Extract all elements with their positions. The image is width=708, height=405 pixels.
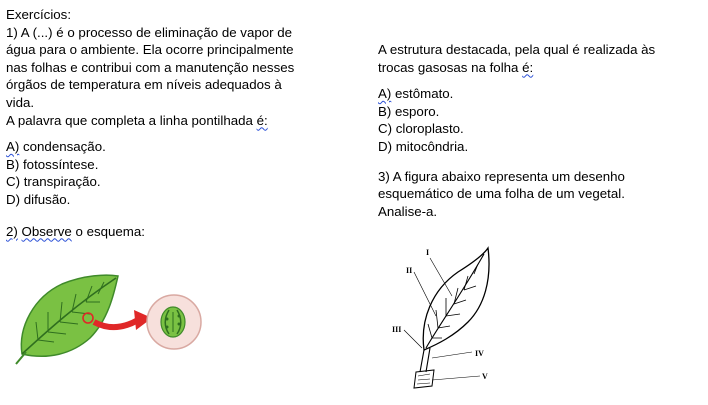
q1-option-d-text: difusão. (20, 191, 71, 207)
q1-prompt-word: é: (256, 112, 268, 128)
petiole (414, 348, 434, 388)
q1-line-5: vida. (6, 94, 35, 110)
label-III: III (392, 325, 402, 334)
q1-option-c (6, 173, 336, 191)
q2-option-a-text: estômato. (391, 86, 454, 102)
q1-option-c-letter: C) (6, 174, 21, 190)
q2-option-a (378, 85, 708, 103)
q2-title (6, 223, 336, 241)
label-V: V (482, 372, 488, 381)
q2-option-b (378, 103, 708, 121)
q2-option-c (378, 120, 708, 138)
leaf-shape (16, 275, 118, 364)
q1-option-d-letter: D) (6, 191, 21, 207)
q1-option-d (6, 191, 336, 209)
q2-option-c-letter: C) (378, 121, 393, 137)
q2-option-d-text: mitocôndria. (392, 138, 469, 154)
q1-prompt (6, 112, 336, 130)
q2-cont-line-2 (378, 59, 708, 77)
q1-option-a (6, 138, 336, 156)
q1-line-3: nas folhas e contribui com a manutenção nesses (6, 59, 295, 75)
label-IV: IV (475, 349, 484, 358)
q3-line-3: Analise-a. (378, 203, 438, 219)
q1-line-4: órgãos de temperatura em níveis adequados à (6, 77, 282, 93)
label-II: II (406, 266, 413, 275)
q1-line-2: água para o ambiente. Ela ocorre principalmente (6, 42, 294, 58)
label-lines (404, 258, 480, 380)
q2-option-d-letter: D) (378, 138, 393, 154)
q2-option-b-text: esporo. (391, 103, 440, 119)
q2-option-c-text: cloroplasto. (392, 121, 464, 137)
q1-option-b (6, 156, 336, 174)
left-column (6, 6, 336, 240)
q1-option-a-letter: A) (6, 139, 20, 155)
q1-line-1: 1) A (...) é o processo de eliminação de vapor de (6, 24, 293, 40)
exercises-heading: Exercícios: (6, 7, 72, 22)
q2-word: Observe (21, 223, 72, 239)
magnified-circle (147, 295, 201, 349)
q2-number: 2) (6, 223, 18, 239)
q2-option-d (378, 138, 708, 156)
q2-rest: o esquema: (71, 223, 145, 239)
q2-option-a-letter: A) (378, 86, 392, 102)
leaf-stomata-illustration (14, 272, 214, 368)
q2-cont-word: é: (522, 59, 534, 75)
right-column (378, 41, 708, 220)
q3-line-1: 3) A figura abaixo representa um desenho (378, 168, 625, 184)
q1-option-c-text: transpiração. (20, 174, 101, 190)
q2-cont-prefix: trocas gasosas na folha (378, 59, 523, 75)
q1-option-b-text: fotossíntese. (19, 156, 99, 172)
leaf-schematic-diagram (380, 240, 530, 400)
q1-option-b-letter: B) (6, 156, 20, 172)
q1-prompt-prefix: A palavra que completa a linha pontilhada (6, 112, 257, 128)
q2-cont-line-1: A estrutura destacada, pela qual é realizada às (378, 42, 656, 57)
q1-option-a-text: condensação. (19, 139, 106, 155)
q2-option-b-letter: B) (378, 103, 392, 119)
label-I: I (426, 248, 430, 257)
q3-line-2: esquemático de uma folha de um vegetal. (378, 186, 625, 202)
